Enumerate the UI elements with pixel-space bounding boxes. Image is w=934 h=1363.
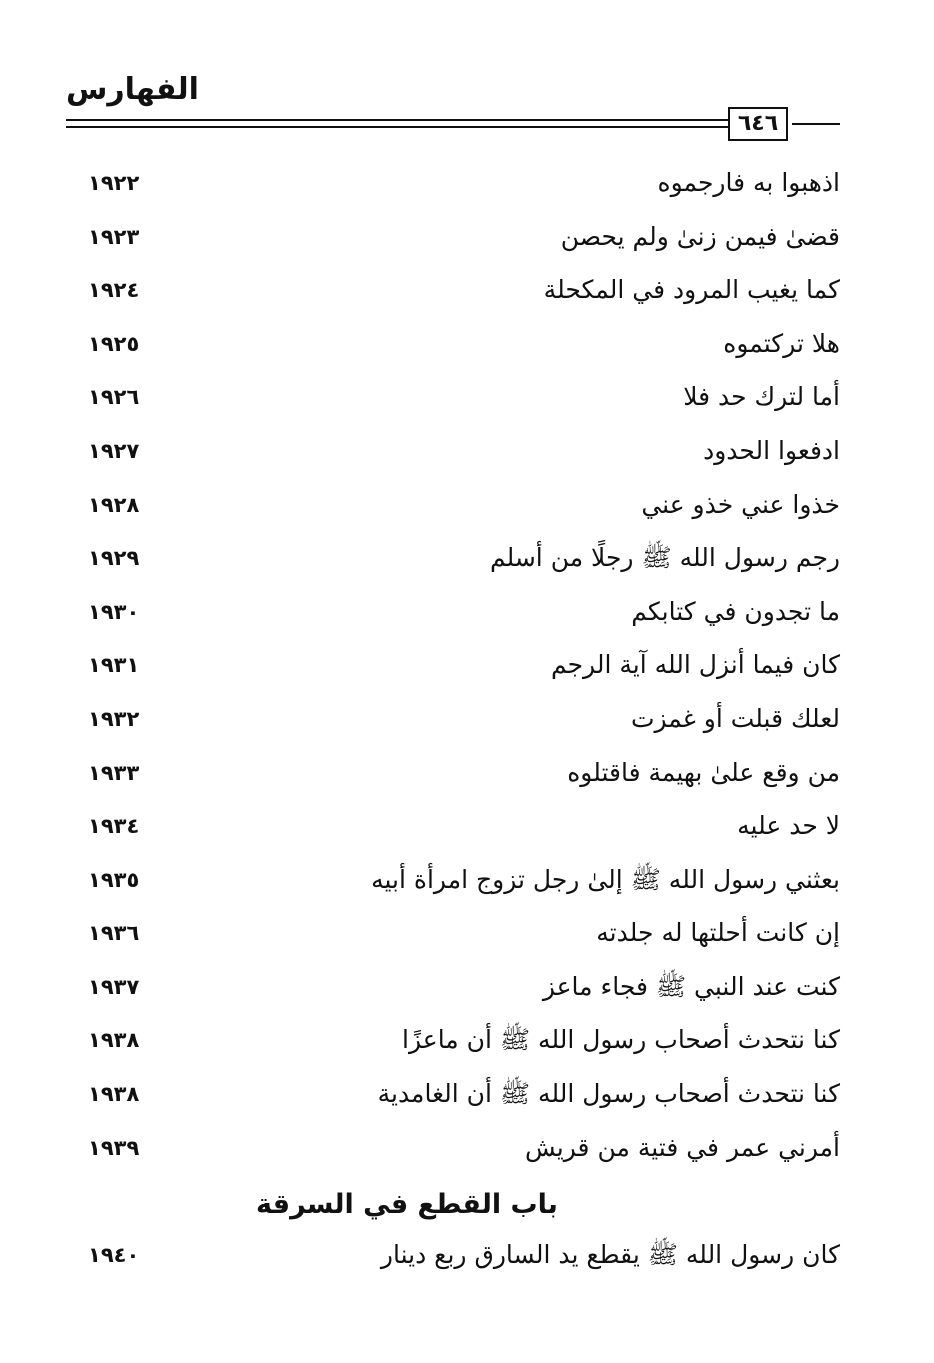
- entry-text: أمرني عمر في فتية من قريش: [524, 1133, 840, 1162]
- entry-number: ١٩٢٣: [88, 225, 140, 249]
- header-rule-bottom: [66, 126, 728, 128]
- page-number: ٦٤٦: [728, 107, 788, 141]
- header-rule-top: [66, 119, 728, 121]
- entry-number: ١٩٣٩: [88, 1136, 140, 1160]
- page-header: [0, 0, 934, 150]
- entry-text: قضىٰ فيمن زنىٰ ولم يحصن: [560, 222, 840, 251]
- index-entry: [80, 1013, 840, 1067]
- entry-text: إن كانت أحلتها له جلدته: [596, 918, 840, 947]
- section-heading-text: باب القطع في السرقة: [256, 1189, 558, 1220]
- entry-text: كنت عند النبي ﷺ فجاء ماعز: [542, 972, 840, 1001]
- index-entry: [80, 585, 840, 639]
- index-entry: [80, 1121, 840, 1175]
- index-entry: [80, 478, 840, 532]
- index-entry: [80, 799, 840, 853]
- entry-number: ١٩٢٢: [88, 171, 140, 195]
- index-entry: [80, 156, 840, 210]
- entry-number: ١٩٢٤: [88, 278, 140, 302]
- entry-number: ١٩٣٤: [88, 814, 140, 838]
- entry-text: أما لترك حد فلا: [683, 382, 840, 411]
- entry-number: ١٩٣٨: [88, 1082, 140, 1106]
- entry-text: بعثني رسول الله ﷺ إلىٰ رجل تزوج امرأة أبيه: [371, 865, 840, 894]
- index-entry: [80, 960, 840, 1014]
- header-rule-right: [792, 123, 840, 125]
- index-entry: [80, 638, 840, 692]
- entry-text: كنا نتحدث أصحاب رسول الله ﷺ أن الغامدية: [377, 1079, 840, 1108]
- entry-text: كان رسول الله ﷺ يقطع يد السارق ربع دينار: [380, 1240, 840, 1269]
- index-entry: [80, 1228, 840, 1282]
- index-entry: [80, 906, 840, 960]
- entry-text: كان فيما أنزل الله آية الرجم: [550, 650, 840, 679]
- entry-text: لعلك قبلت أو غمزت: [630, 704, 840, 733]
- entry-number: ١٩٣٨: [88, 1028, 140, 1052]
- entry-number: ١٩٢٦: [88, 385, 140, 409]
- running-title: الفهارس: [66, 72, 199, 107]
- entry-text: اذهبوا به فارجموه: [657, 168, 840, 197]
- index-entry: [80, 317, 840, 371]
- entry-text: خذوا عني خذو عني: [641, 490, 840, 519]
- entry-text: ادفعوا الحدود: [703, 436, 840, 465]
- entry-text: كما يغيب المرود في المكحلة: [543, 275, 840, 304]
- entry-text: من وقع علىٰ بهيمة فاقتلوه: [567, 758, 840, 787]
- entry-number: ١٩٤٠: [88, 1243, 140, 1267]
- index-entry: [80, 263, 840, 317]
- section-heading: [0, 1180, 934, 1230]
- index-entry: [80, 746, 840, 800]
- index-entry: [80, 853, 840, 907]
- entry-number: ١٩٣١: [88, 653, 140, 677]
- index-entry: [80, 1067, 840, 1121]
- entry-number: ١٩٢٨: [88, 493, 140, 517]
- entry-number: ١٩٣٧: [88, 975, 140, 999]
- entry-number: ١٩٢٩: [88, 546, 140, 570]
- index-entry: [80, 531, 840, 585]
- entry-number: ١٩٣٦: [88, 921, 140, 945]
- index-entry: [80, 424, 840, 478]
- entry-number: ١٩٣٢: [88, 707, 140, 731]
- entry-text: كنا نتحدث أصحاب رسول الله ﷺ أن ماعزًا: [402, 1025, 840, 1054]
- index-entry: [80, 370, 840, 424]
- index-entry: [80, 692, 840, 746]
- entry-text: رجم رسول الله ﷺ رجلًا من أسلم: [489, 543, 840, 572]
- entry-text: هلا تركتموه: [723, 329, 840, 358]
- entry-number: ١٩٢٥: [88, 332, 140, 356]
- entry-number: ١٩٣٣: [88, 761, 140, 785]
- index-entry: [80, 210, 840, 264]
- entry-text: لا حد عليه: [737, 811, 840, 840]
- entry-number: ١٩٣٥: [88, 868, 140, 892]
- entry-number: ١٩٢٧: [88, 439, 140, 463]
- entry-text: ما تجدون في كتابكم: [631, 597, 840, 626]
- entry-number: ١٩٣٠: [88, 600, 140, 624]
